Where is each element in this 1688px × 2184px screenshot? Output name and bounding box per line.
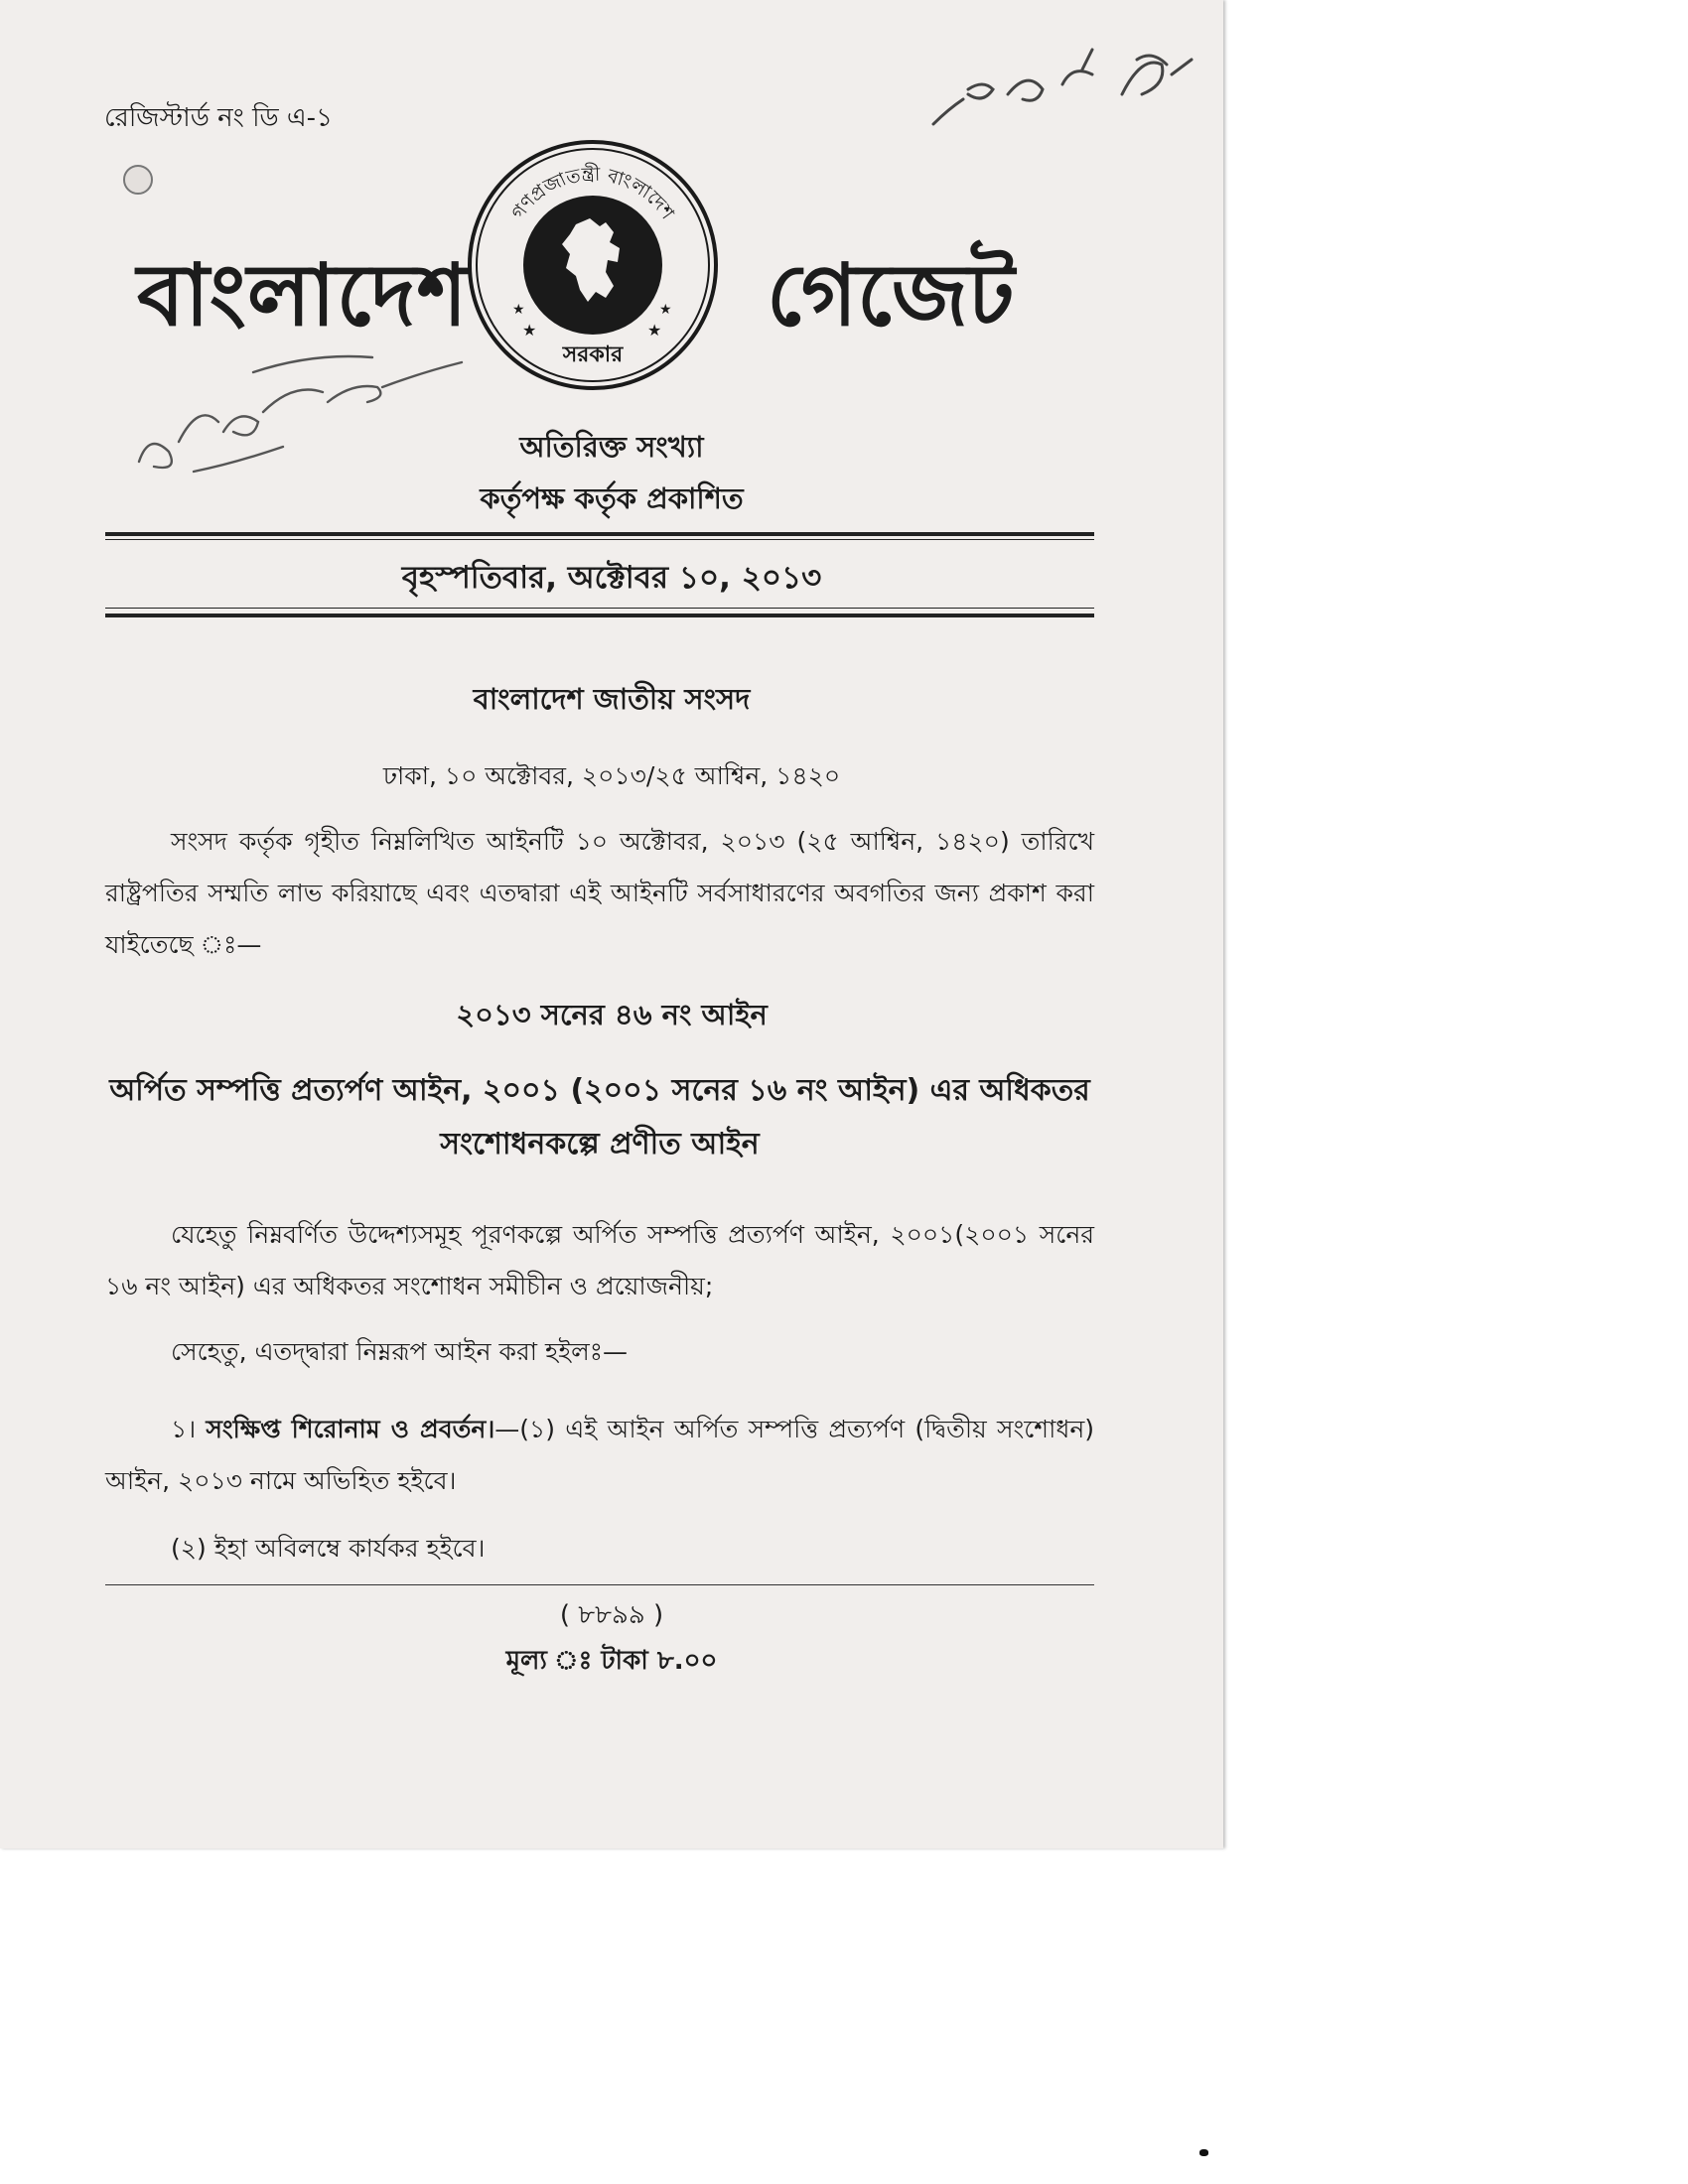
therefore-paragraph: সেহেতু, এতদ্দ্বারা নিম্নরূপ আইন করা হইলঃ— [171, 1337, 629, 1366]
gazette-title-right: গেজেট [767, 246, 1015, 345]
header-rule-top-thin [105, 539, 1094, 540]
section-1 [105, 1404, 1094, 1507]
seal-text-top: গণপ্রজাতন্ত্রী বাংলাদেশ [506, 163, 679, 224]
section-1-heading: সংক্ষিপ্ত শিরোনাম ও প্রবর্তন। [206, 1415, 495, 1443]
seal-star-icon: ★ [522, 321, 537, 340]
publisher-label: কর্তৃপক্ষ কর্তৃক প্রকাশিত [480, 481, 744, 515]
seal-text-bottom: সরকার [562, 342, 624, 367]
seal-star-icon: ★ [659, 302, 672, 318]
act-title: অর্পিত সম্পত্তি প্রত্যর্পণ আইন, ২০০১ (২০০১ সনের ১৬ নং আইন) এর অধিকতর সংশোধনকল্পে প্রণীত আইন [109, 1073, 1090, 1161]
section-1-text: —(১) এই আইন অর্পিত সম্পত্তি প্রত্যর্পণ (দ্বিতীয় সংশোধন) আইন, ২০১৩ নামে অভিহিত হইবে। [105, 1415, 1095, 1495]
parliament-heading: বাংলাদেশ জাতীয় সংসদ [473, 682, 751, 716]
page-number: ( ৮৮৯৯ ) [559, 1600, 664, 1630]
gazette-title-left: বাংলাদেশ [137, 246, 469, 345]
section-1-number: ১। [171, 1415, 207, 1443]
section-1-subsection-2: (২) ইহা অবিলম্বে কার্যকর হইবে। [171, 1534, 486, 1563]
whereas-paragraph: যেহেতু নিম্নবর্ণিত উদ্দেশ্যসমূহ পূরণকল্পে অর্পিত সম্পত্তি প্রত্যর্পণ আইন, ২০০১(২০০১ সনের ১৬ নং আইন) এর অধিকতর সংশোধন সমীচীন ও প্রয়োজনীয়; [105, 1220, 1094, 1300]
seal-star-icon: ★ [512, 302, 525, 318]
publication-date: বৃহস্পতিবার, অক্টোবর ১০, ২০১৩ [401, 560, 822, 596]
punch-hole [123, 165, 153, 195]
dateline: ঢাকা, ১০ অক্টোবর, ২০১৩/২৫ আশ্বিন, ১৪২০ [382, 761, 841, 790]
header-rule-bottom-thin [105, 608, 1094, 609]
extra-issue-label: অতিরিক্ত সংখ্যা [519, 430, 704, 464]
footer-rule [105, 1584, 1094, 1585]
header-rule-top [105, 532, 1094, 536]
seal-star-icon: ★ [647, 321, 662, 340]
registered-number: রেজিস্টার্ড নং ডি এ-১ [104, 103, 333, 133]
act-number: ২০১৩ সনের ৪৬ নং আইন [456, 998, 768, 1031]
scan-speck [1199, 2149, 1208, 2156]
handwritten-corner-note [923, 40, 1201, 149]
intro-paragraph: সংসদ কর্তৃক গৃহীত নিম্নলিখিত আইনটি ১০ অক্টোবর, ২০১৩ (২৫ আশ্বিন, ১৪২০) তারিখে রাষ্ট্রপতির সম্মতি লাভ করিয়াছে এবং এতদ্বারা এই আইনটি সর্বসাধারণের অবগতির জন্য প্রকাশ করা যাইতেছে ঃ— [105, 827, 1094, 959]
price-label: মূল্য ঃ টাকা ৮.০০ [505, 1646, 718, 1676]
header-rule-bottom [105, 614, 1094, 617]
